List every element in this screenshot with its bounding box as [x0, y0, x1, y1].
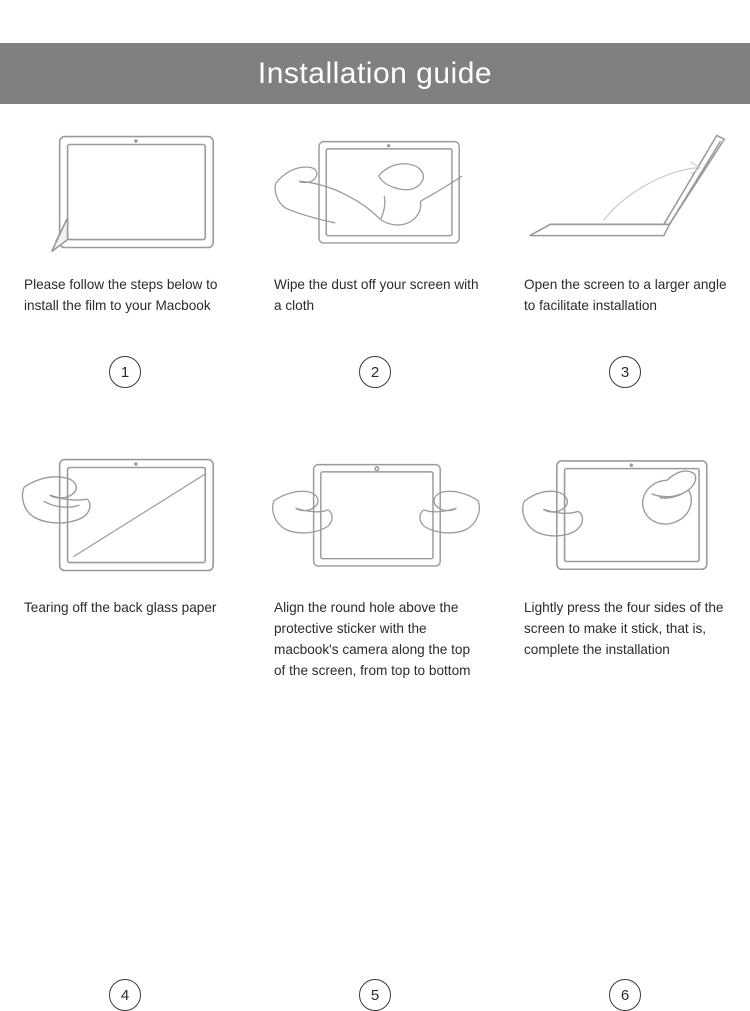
step-number-badge-3: 3 [609, 356, 641, 388]
step-2-badge-wrap [250, 356, 500, 388]
step-5-badge-wrap [250, 979, 500, 1011]
step-number-badge-4: 4 [109, 979, 141, 1011]
step-number-badge-5: 5 [359, 979, 391, 1011]
step-4-illustration [22, 453, 230, 583]
step-2-caption: Wipe the dust off your screen with a cloth [274, 277, 479, 313]
step-1-illustration [22, 130, 230, 260]
step-card-3 [500, 104, 750, 427]
step-number-badge-6: 6 [609, 979, 641, 1011]
step-3-illustration [522, 130, 730, 260]
step-4-caption: Tearing off the back glass paper [24, 600, 217, 615]
step-card-4 [0, 427, 250, 1004]
step-1-badge-wrap [0, 356, 250, 388]
step-2-illustration [272, 130, 480, 260]
step-6-illustration [522, 453, 730, 583]
step-1-caption: Please follow the steps below to install the film to your Macbook [24, 277, 218, 313]
step-card-5 [250, 427, 500, 1004]
step-3-caption: Open the screen to a larger angle to facilitate installation [524, 277, 727, 313]
step-3-badge-wrap [500, 356, 750, 388]
step-card-2 [250, 104, 500, 427]
step-5-illustration [272, 453, 480, 583]
step-card-1 [0, 104, 250, 427]
step-4-badge-wrap [0, 979, 250, 1011]
step-number-badge-2: 2 [359, 356, 391, 388]
step-6-badge-wrap [500, 979, 750, 1011]
steps-grid [0, 104, 750, 1004]
header-banner [0, 43, 750, 104]
step-5-caption: Align the round hole above the protective sticker with the macbook's camera along the top of the screen, from top to bottom [274, 600, 471, 678]
step-number-badge-1: 1 [109, 356, 141, 388]
page-title: Installation guide [257, 56, 493, 90]
step-6-caption: Lightly press the four sides of the screen to make it stick, that is, complete the installation [524, 600, 724, 657]
step-card-6 [500, 427, 750, 1004]
